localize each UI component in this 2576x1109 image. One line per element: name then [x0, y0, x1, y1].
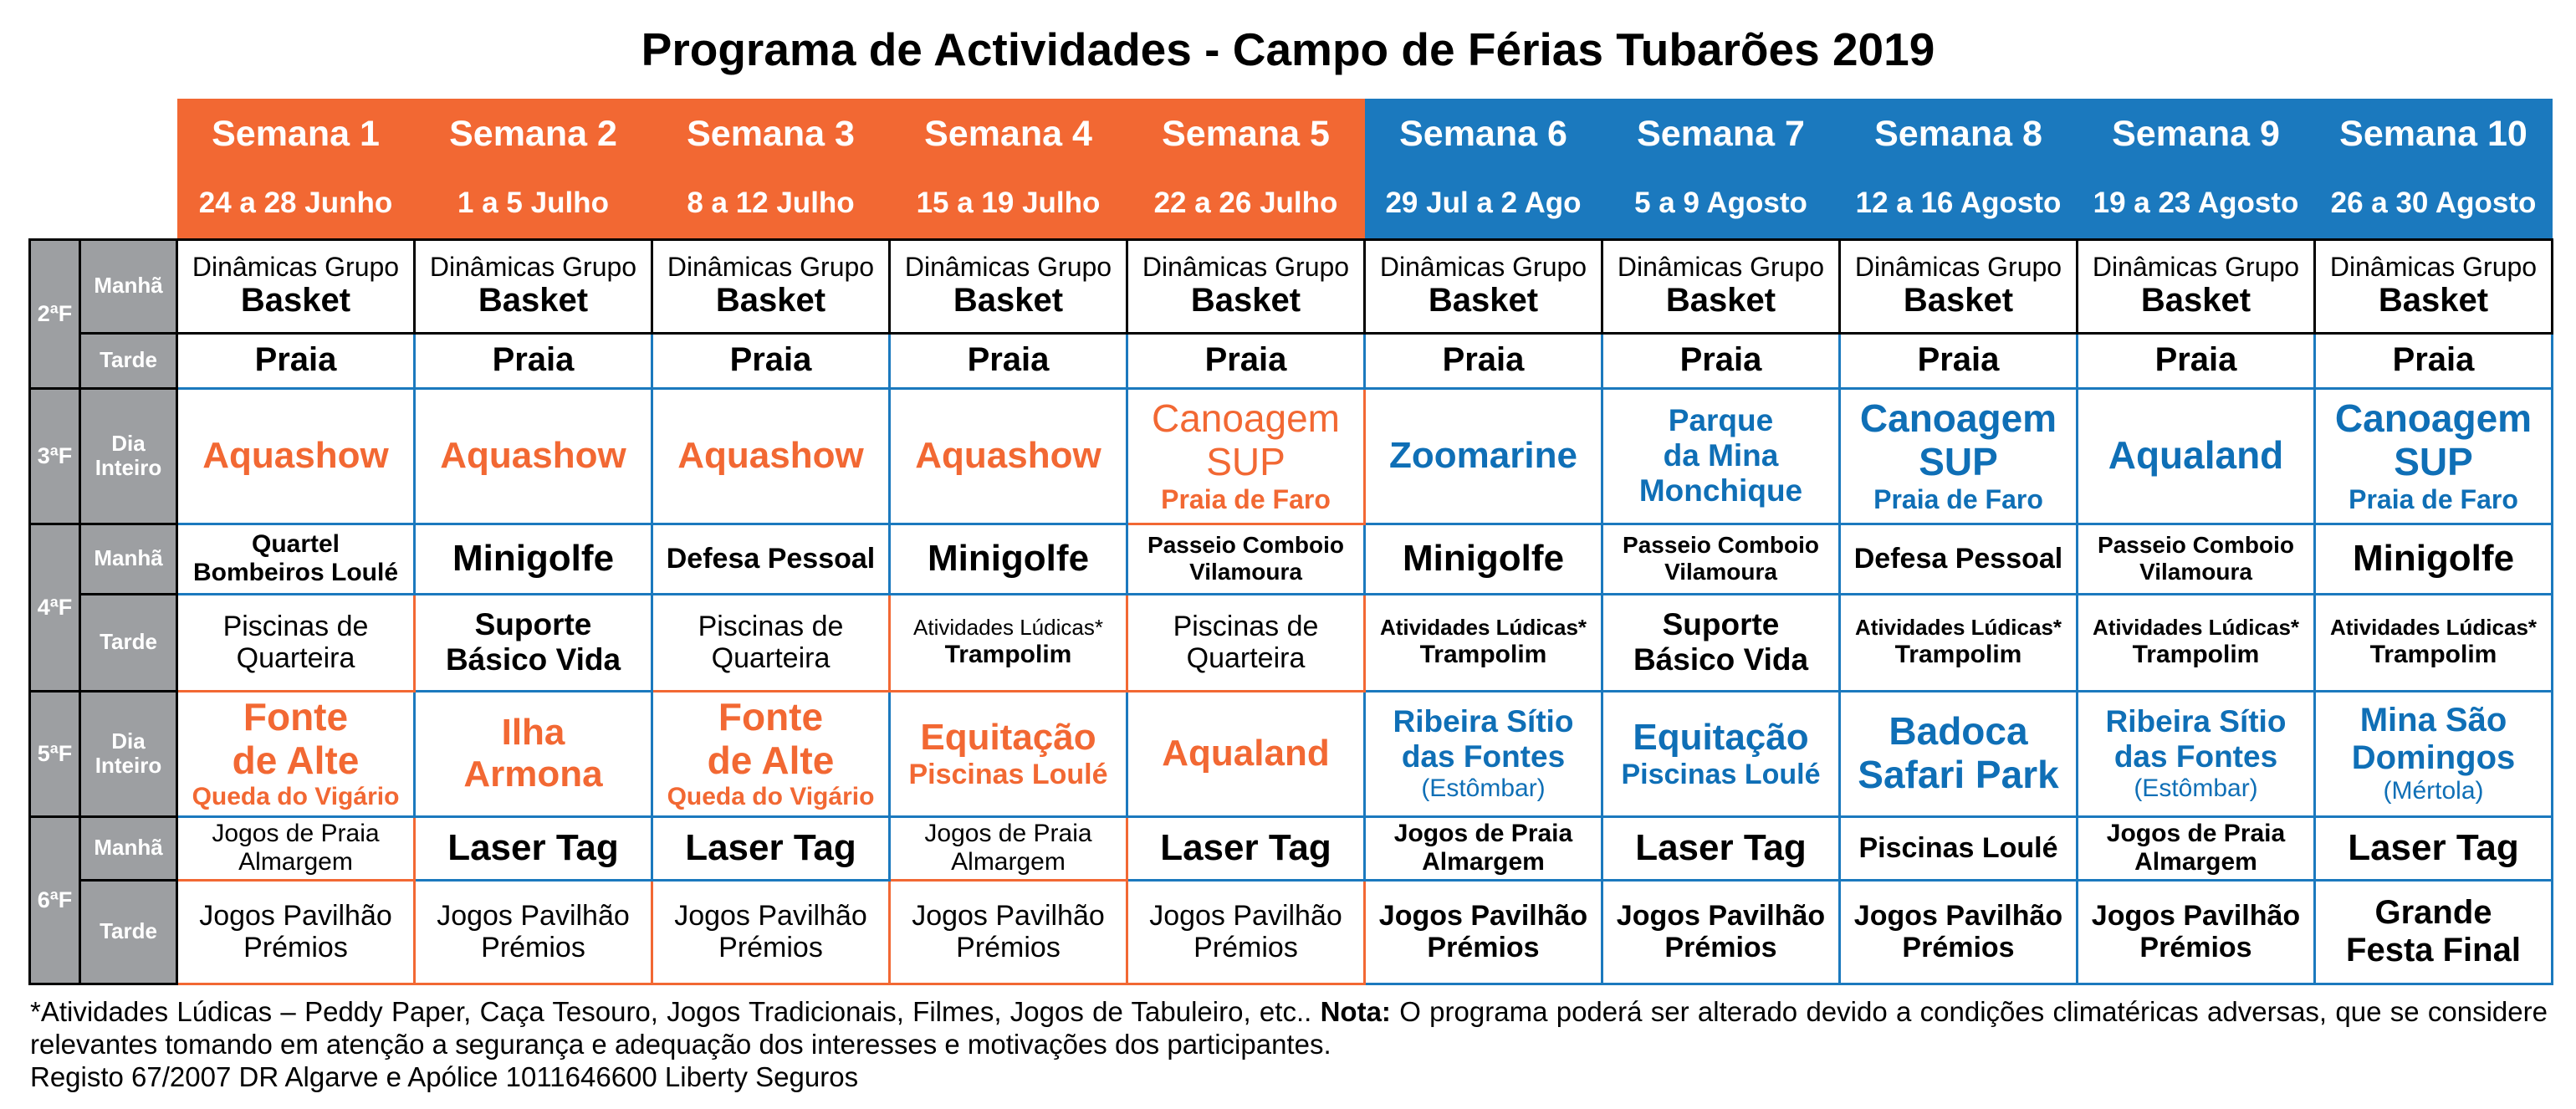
row-3f-dia: [30, 388, 2553, 524]
activity-cell: Aquashow: [652, 388, 890, 524]
slot-label: Tarde: [80, 333, 177, 388]
activity-cell: Laser Tag: [1127, 816, 1365, 880]
week-dates: 26 a 30 Agosto: [2315, 169, 2553, 239]
activity-cell: Dinâmicas Grupo Basket: [415, 239, 652, 333]
activity-cell: Jogos de Praia Almargem: [890, 816, 1127, 880]
slot-label: Tarde: [80, 594, 177, 691]
day-label: 6ªF: [30, 816, 80, 984]
activity-cell: Atividades Lúdicas* Trampolim: [890, 594, 1127, 691]
activity-cell: Jogos Pavilhão Prémios: [1365, 880, 1602, 984]
week-name: Semana 6: [1365, 99, 1602, 169]
activity-cell: Praia: [1840, 333, 2078, 388]
slot-label: Tarde: [80, 880, 177, 984]
activity-cell: Jogos Pavilhão Prémios: [177, 880, 415, 984]
activity-cell: Aquashow: [177, 388, 415, 524]
week-name: Semana 5: [1127, 99, 1365, 169]
activity-cell: Canoagem SUP Praia de Faro: [2315, 388, 2553, 524]
row-4f-manha: [30, 524, 2553, 594]
schedule-table: [28, 99, 2553, 985]
activity-cell: Jogos de Praia Almargem: [177, 816, 415, 880]
activity-cell: Zoomarine: [1365, 388, 1602, 524]
activity-cell: Aquashow: [415, 388, 652, 524]
activity-cell: Jogos Pavilhão Prémios: [652, 880, 890, 984]
week-dates: 8 a 12 Julho: [652, 169, 890, 239]
week-dates: 29 Jul a 2 Ago: [1365, 169, 1602, 239]
activity-cell: Parque da Mina Monchique: [1602, 388, 1840, 524]
activity-cell: Piscinas de Quarteira: [177, 594, 415, 691]
activity-cell: Atividades Lúdicas* Trampolim: [1365, 594, 1602, 691]
footnote-atividades: *Atividades Lúdicas – Peddy Paper, Caça Tesouro, Jogos Tradicionais, Filmes, Jogos de Tabuleiro, etc..: [30, 996, 1312, 1027]
activity-cell: Piscinas de Quarteira: [1127, 594, 1365, 691]
activity-cell: Jogos de Praia Almargem: [2078, 816, 2315, 880]
activity-cell: Quartel Bombeiros Loulé: [177, 524, 415, 594]
week-dates: 15 a 19 Julho: [890, 169, 1127, 239]
activity-cell: Dinâmicas Grupo Basket: [1602, 239, 1840, 333]
week-dates: 5 a 9 Agosto: [1602, 169, 1840, 239]
row-2f-tarde: [30, 333, 2553, 388]
activity-cell: Praia: [1365, 333, 1602, 388]
week-header-row: [30, 99, 2553, 169]
activity-cell: Dinâmicas Grupo Basket: [2315, 239, 2553, 333]
activity-cell: Jogos Pavilhão Prémios: [890, 880, 1127, 984]
activity-cell: Dinâmicas Grupo Basket: [890, 239, 1127, 333]
week-name: Semana 2: [415, 99, 652, 169]
activity-cell: Jogos Pavilhão Prémios: [1840, 880, 2078, 984]
week-dates-row: [30, 169, 2553, 239]
activity-cell: Defesa Pessoal: [1840, 524, 2078, 594]
slot-label: Manhã: [80, 816, 177, 880]
day-label: 5ªF: [30, 691, 80, 816]
activity-cell: Atividades Lúdicas* Trampolim: [1840, 594, 2078, 691]
activity-cell: Jogos Pavilhão Prémios: [2078, 880, 2315, 984]
activity-cell: Dinâmicas Grupo Basket: [177, 239, 415, 333]
activity-cell: Dinâmicas Grupo Basket: [1365, 239, 1602, 333]
activity-cell: Passeio Comboio Vilamoura: [2078, 524, 2315, 594]
activity-cell: Praia: [1127, 333, 1365, 388]
activity-cell: Praia: [2315, 333, 2553, 388]
week-name: Semana 8: [1840, 99, 2078, 169]
activity-cell: Fonte de Alte Queda do Vigário: [177, 691, 415, 816]
activity-cell: Atividades Lúdicas* Trampolim: [2315, 594, 2553, 691]
day-label: 3ªF: [30, 388, 80, 524]
week-dates: 12 a 16 Agosto: [1840, 169, 2078, 239]
activity-cell: Ilha Armona: [415, 691, 652, 816]
nota-label: Nota:: [1320, 996, 1391, 1027]
activity-cell: Mina São Domingos (Mértola): [2315, 691, 2553, 816]
activity-cell: Dinâmicas Grupo Basket: [652, 239, 890, 333]
activity-cell: Atividades Lúdicas* Trampolim: [2078, 594, 2315, 691]
activity-cell: Badoca Safari Park: [1840, 691, 2078, 816]
activity-cell: Aquashow: [890, 388, 1127, 524]
activity-cell: Ribeira Sítio das Fontes (Estômbar): [1365, 691, 1602, 816]
activity-cell: Piscinas de Quarteira: [652, 594, 890, 691]
activity-cell: Praia: [890, 333, 1127, 388]
row-5f-dia: [30, 691, 2553, 816]
activity-cell: Suporte Básico Vida: [415, 594, 652, 691]
activity-cell: Aqualand: [2078, 388, 2315, 524]
page-title: Programa de Actividades - Campo de Férias Tubarões 2019: [641, 23, 1935, 75]
activity-cell: Jogos de Praia Almargem: [1365, 816, 1602, 880]
activity-cell: Laser Tag: [1602, 816, 1840, 880]
week-name: Semana 10: [2315, 99, 2553, 169]
week-name: Semana 9: [2078, 99, 2315, 169]
week-name: Semana 4: [890, 99, 1127, 169]
activity-cell: Dinâmicas Grupo Basket: [2078, 239, 2315, 333]
activity-cell: Defesa Pessoal: [652, 524, 890, 594]
activity-cell: Minigolfe: [2315, 524, 2553, 594]
activity-cell: Laser Tag: [652, 816, 890, 880]
week-dates: 22 a 26 Julho: [1127, 169, 1365, 239]
activity-cell: Passeio Comboio Vilamoura: [1127, 524, 1365, 594]
slot-label: Manhã: [80, 239, 177, 333]
slot-label: Dia Inteiro: [80, 691, 177, 816]
activity-cell: Praia: [415, 333, 652, 388]
activity-cell: Jogos Pavilhão Prémios: [1127, 880, 1365, 984]
week-name: Semana 7: [1602, 99, 1840, 169]
day-label: 2ªF: [30, 239, 80, 388]
activity-cell: Equitação Piscinas Loulé: [890, 691, 1127, 816]
activity-cell: Canoagem SUP Praia de Faro: [1840, 388, 2078, 524]
row-6f-manha: [30, 816, 2553, 880]
week-name: Semana 1: [177, 99, 415, 169]
activity-cell: Praia: [652, 333, 890, 388]
slot-label: Manhã: [80, 524, 177, 594]
activity-cell: Suporte Básico Vida: [1602, 594, 1840, 691]
activity-cell: Minigolfe: [415, 524, 652, 594]
slot-label: Dia Inteiro: [80, 388, 177, 524]
footnote-nota: O programa poderá ser alterado devido a condições climatéricas adversas, que se considere relevantes tomando em atenção a segurança e adequação dos interesses e motivações dos participantes.: [30, 996, 2548, 1060]
activity-cell: Grande Festa Final: [2315, 880, 2553, 984]
activity-cell: Ribeira Sítio das Fontes (Estômbar): [2078, 691, 2315, 816]
activity-cell: Equitação Piscinas Loulé: [1602, 691, 1840, 816]
activity-cell: Jogos Pavilhão Prémios: [1602, 880, 1840, 984]
activity-cell: Piscinas Loulé: [1840, 816, 2078, 880]
activity-cell: Dinâmicas Grupo Basket: [1127, 239, 1365, 333]
activity-cell: Minigolfe: [890, 524, 1127, 594]
activity-cell: Aqualand: [1127, 691, 1365, 816]
row-6f-tarde: [30, 880, 2553, 984]
activity-cell: Fonte de Alte Queda do Vigário: [652, 691, 890, 816]
row-4f-tarde: [30, 594, 2553, 691]
activity-cell: Jogos Pavilhão Prémios: [415, 880, 652, 984]
week-name: Semana 3: [652, 99, 890, 169]
week-dates: 1 a 5 Julho: [415, 169, 652, 239]
activity-cell: Laser Tag: [415, 816, 652, 880]
day-label: 4ªF: [30, 524, 80, 691]
row-2f-manha: [30, 239, 2553, 333]
week-dates: 19 a 23 Agosto: [2078, 169, 2315, 239]
activity-cell: Canoagem SUP Praia de Faro: [1127, 388, 1365, 524]
footnote-registo: Registo 67/2007 DR Algarve e Apólice 1011646600 Liberty Seguros: [30, 1061, 859, 1092]
week-dates: 24 a 28 Junho: [177, 169, 415, 239]
activity-cell: Passeio Comboio Vilamoura: [1602, 524, 1840, 594]
activity-cell: Dinâmicas Grupo Basket: [1840, 239, 2078, 333]
activity-cell: Laser Tag: [2315, 816, 2553, 880]
activity-cell: Praia: [1602, 333, 1840, 388]
activity-cell: Praia: [2078, 333, 2315, 388]
footnotes: [30, 995, 2548, 1093]
activity-cell: Minigolfe: [1365, 524, 1602, 594]
activity-cell: Praia: [177, 333, 415, 388]
